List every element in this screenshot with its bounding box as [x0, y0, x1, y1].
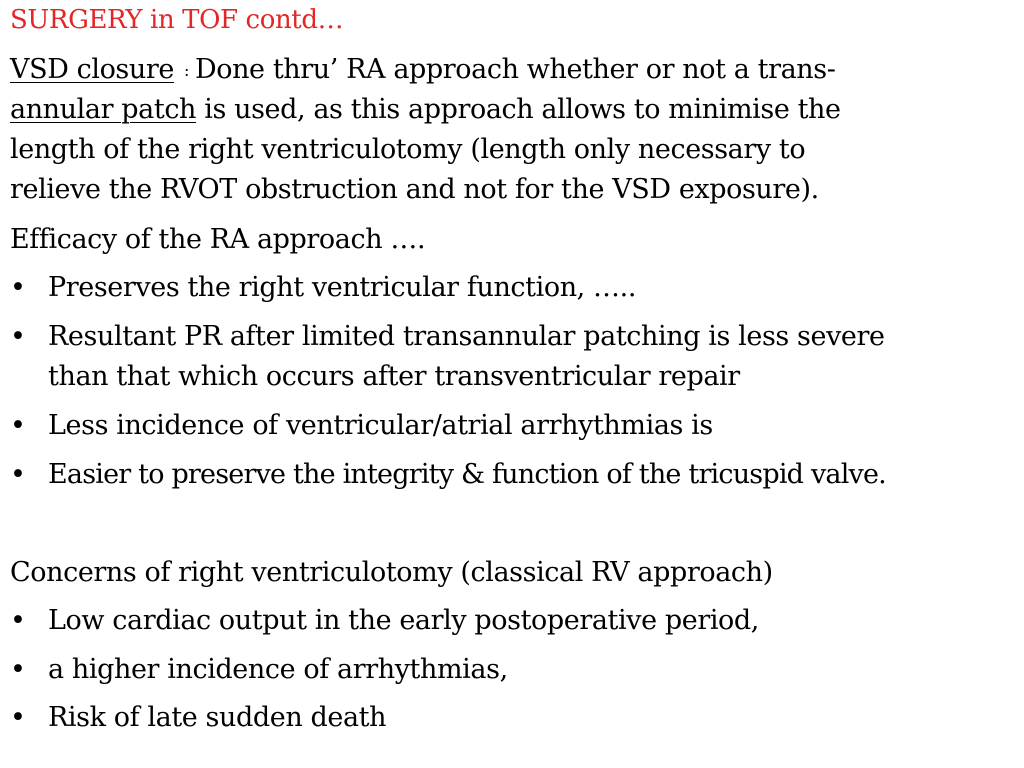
- bullet-text: Resultant PR after limited transannular patching is less severe: [48, 321, 885, 352]
- vsd-closure-label: VSD closure: [10, 54, 174, 85]
- vsd-line-3: length of the right ventriculotomy (length only necessary to: [10, 134, 806, 165]
- concerns-heading: Concerns of right ventriculotomy (classical RV approach): [10, 557, 773, 588]
- bullet-mark: •: [10, 321, 26, 352]
- bullet-mark: •: [10, 702, 26, 733]
- slide: [10, 0, 1018, 768]
- slide-title: SURGERY in TOF contd…: [10, 5, 344, 35]
- vsd-line-2-rest: is used, as this approach allows to minimise the: [196, 94, 841, 125]
- vsd-line-1: Done thru’ RA approach whether or not a trans-: [194, 54, 836, 85]
- bullet-text: Preserves the right ventricular function, …..: [48, 272, 637, 303]
- bullet-mark: •: [10, 272, 26, 303]
- bullet-mark: •: [10, 459, 26, 490]
- bullet-text: Less incidence of ventricular/atrial arrhythmias is: [48, 410, 713, 441]
- bullet-text-continued: than that which occurs after transventricular repair: [48, 361, 740, 392]
- vsd-line-2: [10, 90, 841, 130]
- bullet-mark: •: [10, 605, 26, 636]
- bullet-mark: •: [10, 410, 26, 441]
- bullet-text: Easier to preserve the integrity & function of the tricuspid valve.: [48, 459, 886, 490]
- vsd-closure-first-line: [10, 50, 835, 91]
- bullet-text: Risk of late sudden death: [48, 702, 387, 733]
- bullet-mark: •: [10, 654, 26, 685]
- vsd-line-2-start: annular patch: [10, 94, 197, 125]
- vsd-line-4: relieve the RVOT obstruction and not for the VSD exposure).: [10, 174, 819, 205]
- bullet-text: Low cardiac output in the early postoperative period,: [48, 605, 759, 636]
- efficacy-heading: Efficacy of the RA approach ….: [10, 224, 426, 255]
- bullet-text: a higher incidence of arrhythmias,: [48, 654, 508, 685]
- vsd-closure-colon: :: [183, 61, 189, 80]
